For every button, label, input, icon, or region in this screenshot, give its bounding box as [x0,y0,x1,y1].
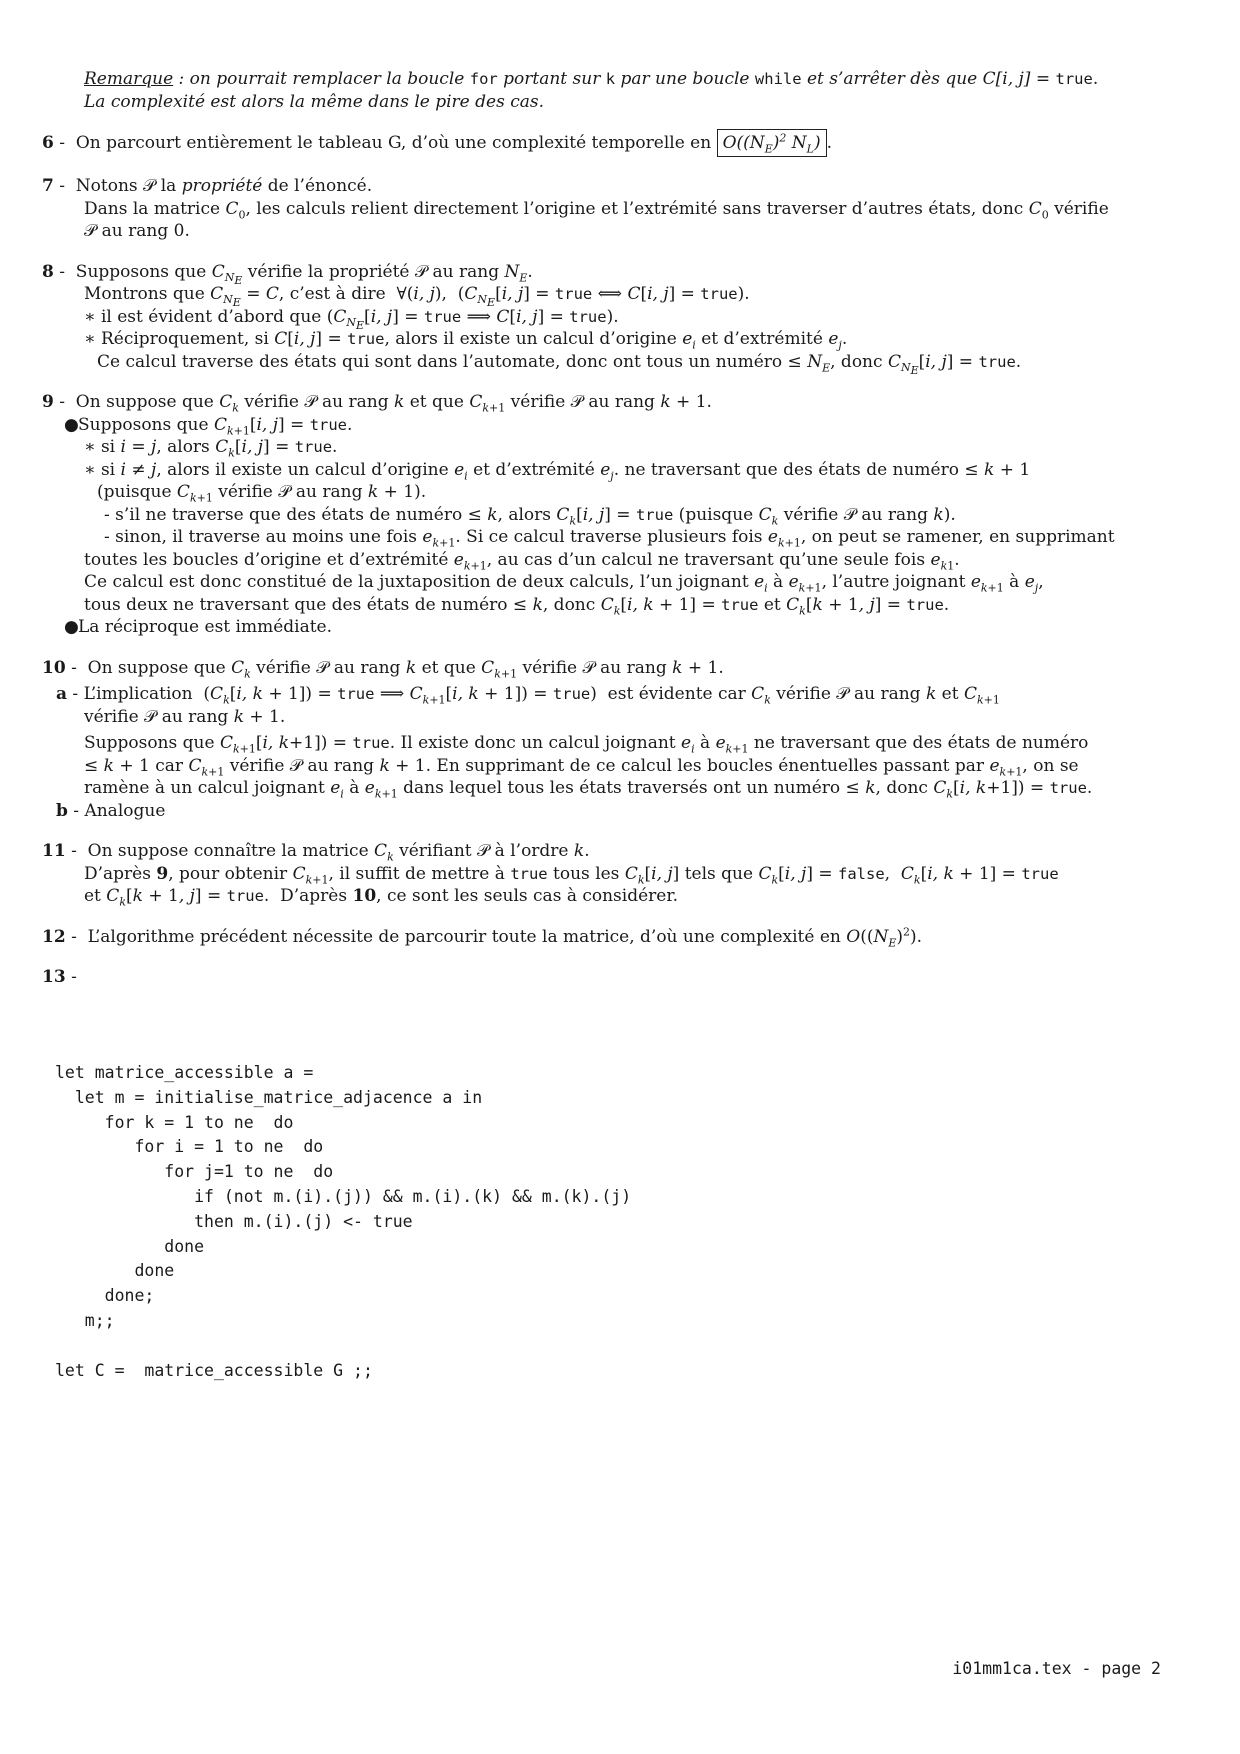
question-8: 8 - Supposons que $C_{N_E}$ vérifie la propriété 𝒫 au rang $N_E$. Montrons que $C_{N_E} = C$, c’est à dire ∀(i, j), ($C_{N_E}[i$, j] = true ⟺ C[i, j] = true). ∗ il est évident d’abord que ($C_{N_E}[i$, j] = true ⟹ C[i, j] = true). ∗ Réciproquement, si C[i, j] = true, alors il existe un calcul d’origine $e_i$ et d’extrémité $e_j$. Ce calcul traverse des états qui sont dans l’automate, donc ont tous un numéro ≤ $N_E$, donc $C_{N_E}[i$, j] = true. [42,261,1022,378]
boxed-result: $O((N_E)^2$ $N_L$) [717,129,827,157]
remark-block: Remarque : on pourrait remplacer la boucle for portant sur k par une boucle while et s’arrêter dès que C[i, j] = true. La complexité est alors la même dans le pire des cas. [84,69,1099,112]
question-text: On parcourt entièrement le tableau G, d’où une complexité temporelle en [75,133,712,153]
question-10: 10 - On suppose que $C_k$ vérifie 𝒫 au rang k et que $C_{k+1}$ vérifie 𝒫 au rang k + 1. a - L’implication ($C_k[i$, k + 1]) = true ⟹ $C_{k+1}[i$, k + 1]) = true) est évidente car $C_k$ vérifie 𝒫 au rang k et $C_{k+1}$ vérifie 𝒫 au rang k + 1. Supposons que $C_{k+1}[i$, k+1]) = true. Il existe donc un calcul joignant $e_i$ à $e_{k+1}$ ne traversant que des états de numéro ≤ k + 1 car $C_{k+1}$ vérifie 𝒫 au rang k + 1. En supprimant de ce calcul les boucles énentuelles passant par $e_{k+1}$, on se ramène à un calcul joignant $e_i$ à $e_{k+1}$ dans lequel tous les états traversés ont un numéro ≤ k, donc $C_k[i$, k+1]) = true. b - Analogue [42,657,1093,821]
question-13: 13 - [42,967,77,987]
question-number: 6 [42,133,54,153]
page-footer: i01mm1ca.tex - page 2 [952,1659,1161,1678]
question-7: 7 - Notons 𝒫 la propriété de l’énoncé. Dans la matrice $C_0$, les calculs relient directement l’origine et l’extrémité sans traverser d’autres états, donc $C_0$ vérifie 𝒫 au rang 0. [42,176,1109,241]
code-block: let matrice_accessible a = let m = initialise_matrice_adjacence a in for k = 1 to ne do for i = 1 to ne do for j=1 to ne do if (not m.(i).(j)) && m.(i).(k) && m.(k).(j) then m.(i).(j) <- true done done done; m;; let C = matrice_accessible G ;; [55,1063,632,1380]
question-12: 12 - L’algorithme précédent nécessite de parcourir toute la matrice, d’où une complexité en $O((N_E)^2)$. [42,924,923,949]
question-number: 13 [42,967,66,987]
converse-text: La réciproque est immédiate. [78,617,333,637]
question-6: 6 - On parcourt entièrement le tableau G, d’où une complexité temporelle en $O((N_E)^2$ $N_L$) . [42,129,1162,157]
question-9: 9 - On suppose que $C_k$ vérifie 𝒫 au rang k et que $C_{k+1}$ vérifie 𝒫 au rang k + 1. ●Supposons que $C_{k+1}[i$, j] = true. ∗ si i = j, alors $C_k[i$, j] = true. ∗ si i ≠ j, alors il existe un calcul d’origine $e_i$ et d’extrémité $e_j$. ne traversant que des états de numéro ≤ k + 1 (puisque $C_{k+1}$ vérifie 𝒫 au rang k + 1). - s’il ne traverse que des états de numéro ≤ k, alors $C_k[i$, j] = true (puisque $C_k$ vérifie 𝒫 au rang k). - sinon, il traverse au moins une fois $e_{k+1}$. Si ce calcul traverse plusieurs fois $e_{k+1}$, on peut se ramener, en supprimant toutes les boucles d’origine et d’extrémité $e_{k+1}$, au cas d’un calcul ne traversant qu’une seule fois $e_{k1}$. Ce calcul est donc constitué de la juxtaposition de deux calculs, l’un joignant $e_i$ à $e_{k+1}$, l’autre joignant $e_{k+1}$ à $e_j$, tous deux ne traversant que des états de numéro ≤ k, donc $C_k[i$, k + 1] = true et $C_k[k + 1$, j] = true. ●La réciproque est immédiate. [42,392,1115,637]
part-b-label: b [56,800,68,821]
part-b-text: Analogue [84,800,166,821]
question-11: 11 - On suppose connaître la matrice $C_k$ vérifiant 𝒫 à l’ordre k. D’après 9, pour obtenir $C_{k+1}$, il suffit de mettre à true tous les $C_k[i$, j] tels que $C_k[i$, j] = false, $C_k[i$, k + 1] = true et $C_k[k + 1$, j] = true. D’après 10, ce sont les seuls cas à considérer. [42,841,1059,909]
document-body [42,68,1162,989]
